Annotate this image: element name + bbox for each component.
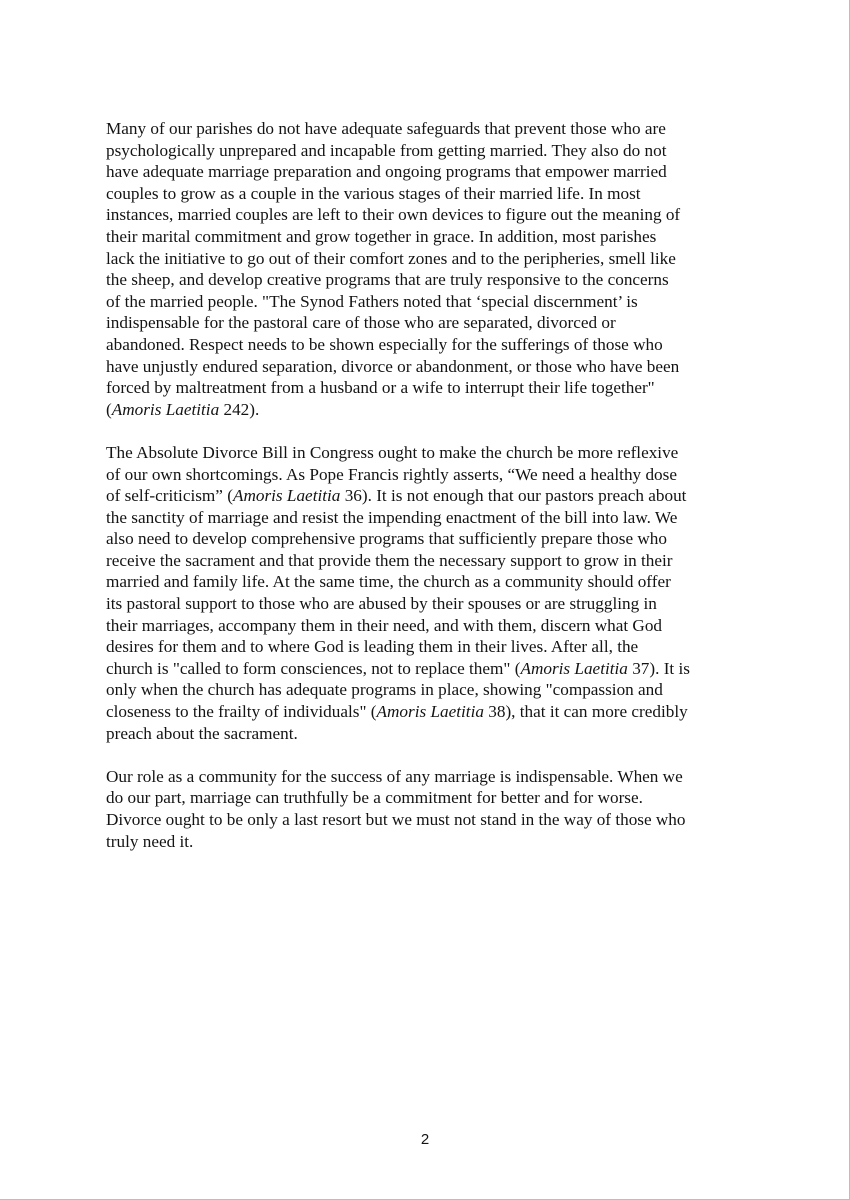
text-line — [106, 291, 750, 313]
text-segment: have adequate marriage preparation and ongoing programs that empower married — [106, 162, 667, 182]
text-segment: its pastoral support to those who are abused by their spouses or are struggling in — [106, 594, 657, 614]
text-segment: 37). It is — [627, 658, 690, 678]
text-segment: truly need it. — [106, 831, 194, 851]
text-segment: of the married people. "The Synod Fathers noted that ‘special discernment’ is — [106, 291, 638, 311]
text-line — [106, 442, 750, 464]
text-segment: church is "called to form consciences, not to replace them" ( — [106, 658, 521, 678]
text-line — [106, 679, 750, 701]
text-segment: their marital commitment and grow together in grace. In addition, most parishes — [106, 226, 657, 246]
text-segment: also need to develop comprehensive programs that sufficiently prepare those who — [106, 529, 667, 549]
text-segment: desires for them and to where God is leading them in their lives. After all, the — [106, 637, 639, 657]
text-line — [106, 787, 750, 809]
text-line — [106, 356, 750, 378]
text-segment: Many of our parishes do not have adequate safeguards that prevent those who are — [106, 119, 666, 138]
text-line — [106, 399, 750, 421]
text-line — [106, 593, 750, 615]
paragraph — [106, 442, 750, 744]
text-segment: married and family life. At the same time, the church as a community should offer — [106, 572, 671, 592]
text-segment: instances, married couples are left to their own devices to figure out the meaning of — [106, 205, 681, 225]
text-line — [106, 118, 750, 140]
citation-title: Amoris Laetitia — [232, 486, 341, 506]
text-line — [106, 615, 750, 637]
text-segment: of our own shortcomings. As Pope Francis rightly asserts, “We need a healthy dose — [106, 464, 677, 484]
text-line — [106, 464, 750, 486]
text-line — [106, 701, 750, 723]
text-line — [106, 485, 750, 507]
text-line — [106, 334, 750, 356]
page-number: 2 — [420, 1131, 430, 1148]
text-line — [106, 269, 750, 291]
text-segment: Our role as a community for the success of any marriage is indispensable. When we — [106, 766, 683, 786]
text-segment: their marriages, accompany them in their need, and with them, discern what God — [106, 615, 663, 635]
text-line — [106, 809, 750, 831]
text-segment: the sheep, and develop creative programs that are truly responsive to the concerns — [106, 270, 669, 290]
document-body — [106, 118, 750, 874]
text-line — [106, 766, 750, 788]
text-line — [106, 140, 750, 162]
text-segment: couples to grow as a couple in the various stages of their married life. In most — [106, 183, 641, 203]
text-line — [106, 248, 750, 270]
text-segment: indispensable for the pastoral care of those who are separated, divorced or — [106, 313, 616, 333]
text-segment: abandoned. Respect needs to be shown especially for the sufferings of those who — [106, 334, 663, 354]
citation-title: Amoris Laetitia — [520, 658, 628, 678]
text-segment: The Absolute Divorce Bill in Congress ought to make the church be more reflexive — [106, 442, 679, 462]
text-line — [106, 312, 750, 334]
text-segment: 36). It is not enough that our pastors preach about — [340, 486, 687, 506]
text-line — [106, 183, 750, 205]
text-line — [106, 507, 750, 529]
text-segment: lack the initiative to go out of their comfort zones and to the peripheries, smell like — [106, 248, 676, 268]
paragraph — [106, 118, 750, 420]
text-segment: receive the sacrament and that provide them the necessary support to grow in their — [106, 550, 673, 570]
text-segment: of self-criticism” ( — [106, 486, 233, 506]
text-segment: psychologically unprepared and incapable from getting married. They also do not — [106, 140, 667, 160]
text-line — [106, 226, 750, 248]
text-segment: do our part, marriage can truthfully be a commitment for better and for worse. — [106, 788, 643, 808]
text-line — [106, 571, 750, 593]
text-line — [106, 377, 750, 399]
text-line — [106, 723, 750, 745]
text-segment: preach about the sacrament. — [106, 723, 298, 743]
paragraph — [106, 766, 750, 852]
text-line — [106, 831, 750, 853]
text-segment: only when the church has adequate programs in place, showing "compassion and — [106, 680, 663, 700]
text-line — [106, 636, 750, 658]
citation-title: Amoris Laetitia — [376, 702, 484, 722]
text-segment: closeness to the frailty of individuals" ( — [106, 702, 377, 722]
text-line — [106, 204, 750, 226]
text-line — [106, 161, 750, 183]
text-line — [106, 550, 750, 572]
citation-title: Amoris Laetitia — [111, 399, 220, 419]
text-line — [106, 658, 750, 680]
text-segment: ( — [106, 399, 112, 419]
text-segment: the sanctity of marriage and resist the impending enactment of the bill into law. We — [106, 507, 678, 527]
text-line — [106, 528, 750, 550]
text-segment: 242). — [219, 399, 260, 419]
text-segment: 38), that it can more credibly — [483, 702, 688, 722]
text-segment: Divorce ought to be only a last resort but we must not stand in the way of those who — [106, 810, 686, 829]
text-segment: forced by maltreatment from a husband or a wife to interrupt their life together" — [106, 378, 655, 398]
text-segment: have unjustly endured separation, divorce or abandonment, or those who have been — [106, 356, 680, 376]
